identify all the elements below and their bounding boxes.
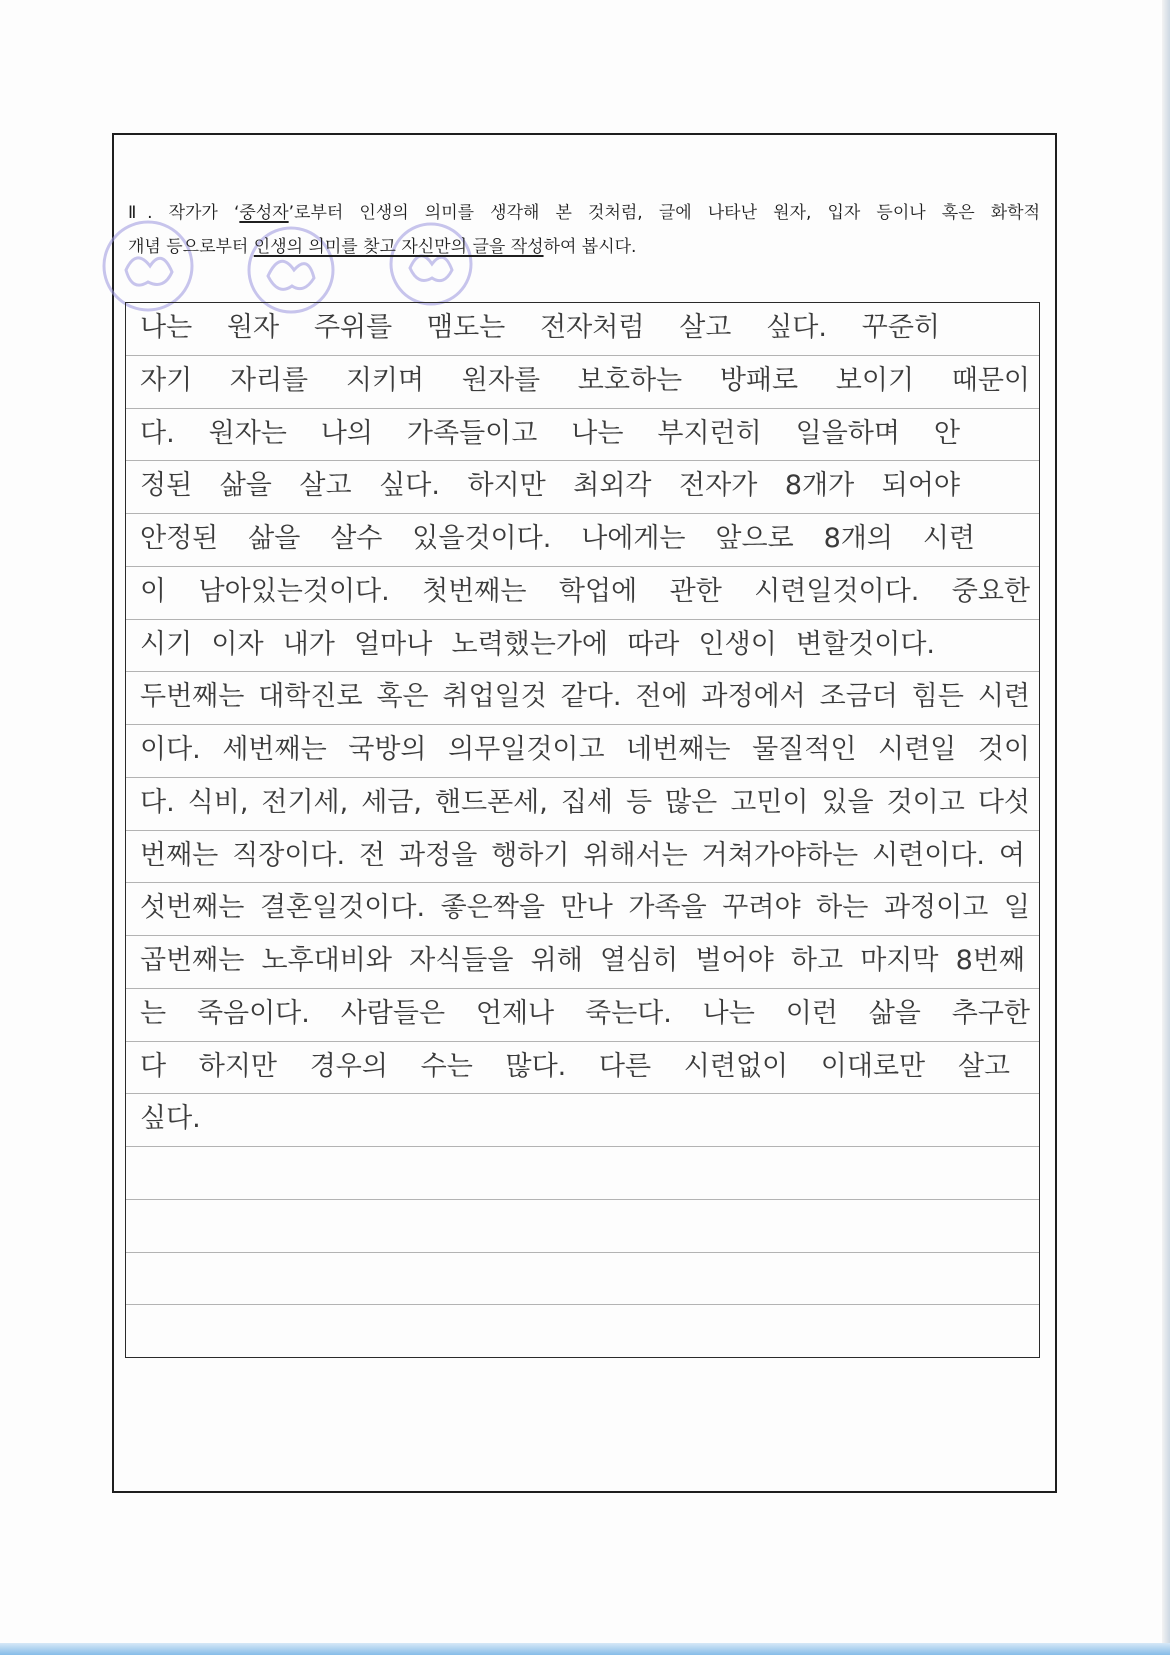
lined-answer-box [125, 302, 1040, 1358]
ruled-row [126, 1042, 1039, 1095]
handwritten-line: 다. 식비, 전기세, 세금, 핸드폰세, 집세 등 많은 고민이 있을 것이고 다섯 [140, 786, 1030, 818]
ruled-row [126, 461, 1039, 514]
prompt-text: 하여 봅시다. [543, 237, 637, 257]
handwritten-line: 다 하지만 경우의 수는 많다. 다른 시련없이 이대로만 살고 [140, 1050, 1010, 1082]
ruled-row-empty [126, 1253, 1039, 1306]
scan-edge-right [1162, 0, 1170, 1643]
handwritten-line: 곱번째는 노후대비와 자식들을 위해 열심히 벌어야 하고 마지막 8번째 [140, 945, 1025, 976]
prompt-text: Ⅱ. 작가가 ‘ [128, 203, 240, 223]
ruled-row [126, 409, 1039, 462]
ruled-row [126, 936, 1039, 989]
ruled-row [126, 883, 1039, 936]
prompt-line-2 [128, 230, 1040, 264]
ruled-row [126, 514, 1039, 567]
ruled-row [126, 778, 1039, 831]
prompt-text: ’로부터 인생의 의미를 생각해 본 것처럼, 글에 나타난 원자, 입자 등이나 혹은 화학적 [288, 203, 1040, 223]
ruled-row [126, 567, 1039, 620]
ruled-row [126, 725, 1039, 778]
prompt-underlined-text: 인생의 의미를 찾고 자신만의 글을 작성 [253, 237, 544, 257]
scan-edge-bottom [0, 1643, 1170, 1655]
handwritten-line: 섯번째는 결혼일것이다. 좋은짝을 만나 가족을 꾸려야 하는 과정이고 일 [140, 892, 1030, 924]
handwritten-line: 이 남아있는것이다. 첫번째는 학업에 관한 시련일것이다. 중요한 [140, 575, 1030, 607]
ruled-row-empty [126, 1147, 1039, 1200]
ruled-row [126, 672, 1039, 725]
ruled-row-empty [126, 1200, 1039, 1253]
handwritten-line: 다. 원자는 나의 가족들이고 나는 부지런히 일을하며 안 [140, 417, 960, 449]
ruled-row [126, 831, 1039, 884]
prompt-text: 개념 등으로부터 [128, 237, 254, 257]
handwritten-line: 안정된 삶을 살수 있을것이다. 나에게는 앞으로 8개의 시련 [140, 523, 975, 554]
ruled-row-empty [126, 1305, 1039, 1357]
prompt-underlined-text: 중성자 [239, 203, 289, 223]
handwritten-line: 는 죽음이다. 사람들은 언제나 죽는다. 나는 이런 삶을 추구한 [140, 997, 1030, 1029]
handwritten-line: 두번째는 대학진로 혹은 취업일것 같다. 전에 과정에서 조금더 힘든 시련 [140, 681, 1030, 713]
handwritten-line: 자기 자리를 지키며 원자를 보호하는 방패로 보이기 때문이 [140, 364, 1030, 396]
prompt-line-1 [128, 196, 1040, 230]
ruled-row [126, 303, 1039, 356]
handwritten-line: 번째는 직장이다. 전 과정을 행하기 위해서는 거쳐가야하는 시련이다. 여 [140, 839, 1025, 871]
handwritten-line: 싶다. [140, 1103, 201, 1135]
ruled-row [126, 1094, 1039, 1147]
question-prompt [128, 196, 1040, 264]
ruled-row [126, 989, 1039, 1042]
ruled-row [126, 620, 1039, 673]
handwritten-line: 나는 원자 주위를 맴도는 전자처럼 살고 싶다. 꾸준히 [140, 312, 940, 343]
handwritten-line: 이다. 세번째는 국방의 의무일것이고 네번째는 물질적인 시련일 것이 [140, 734, 1030, 765]
handwritten-line: 정된 삶을 살고 싶다. 하지만 최외각 전자가 8개가 되어야 [140, 470, 960, 502]
handwritten-line: 시기 이자 내가 얼마나 노력했는가에 따라 인생이 변할것이다. [140, 628, 935, 660]
ruled-row [126, 356, 1039, 409]
